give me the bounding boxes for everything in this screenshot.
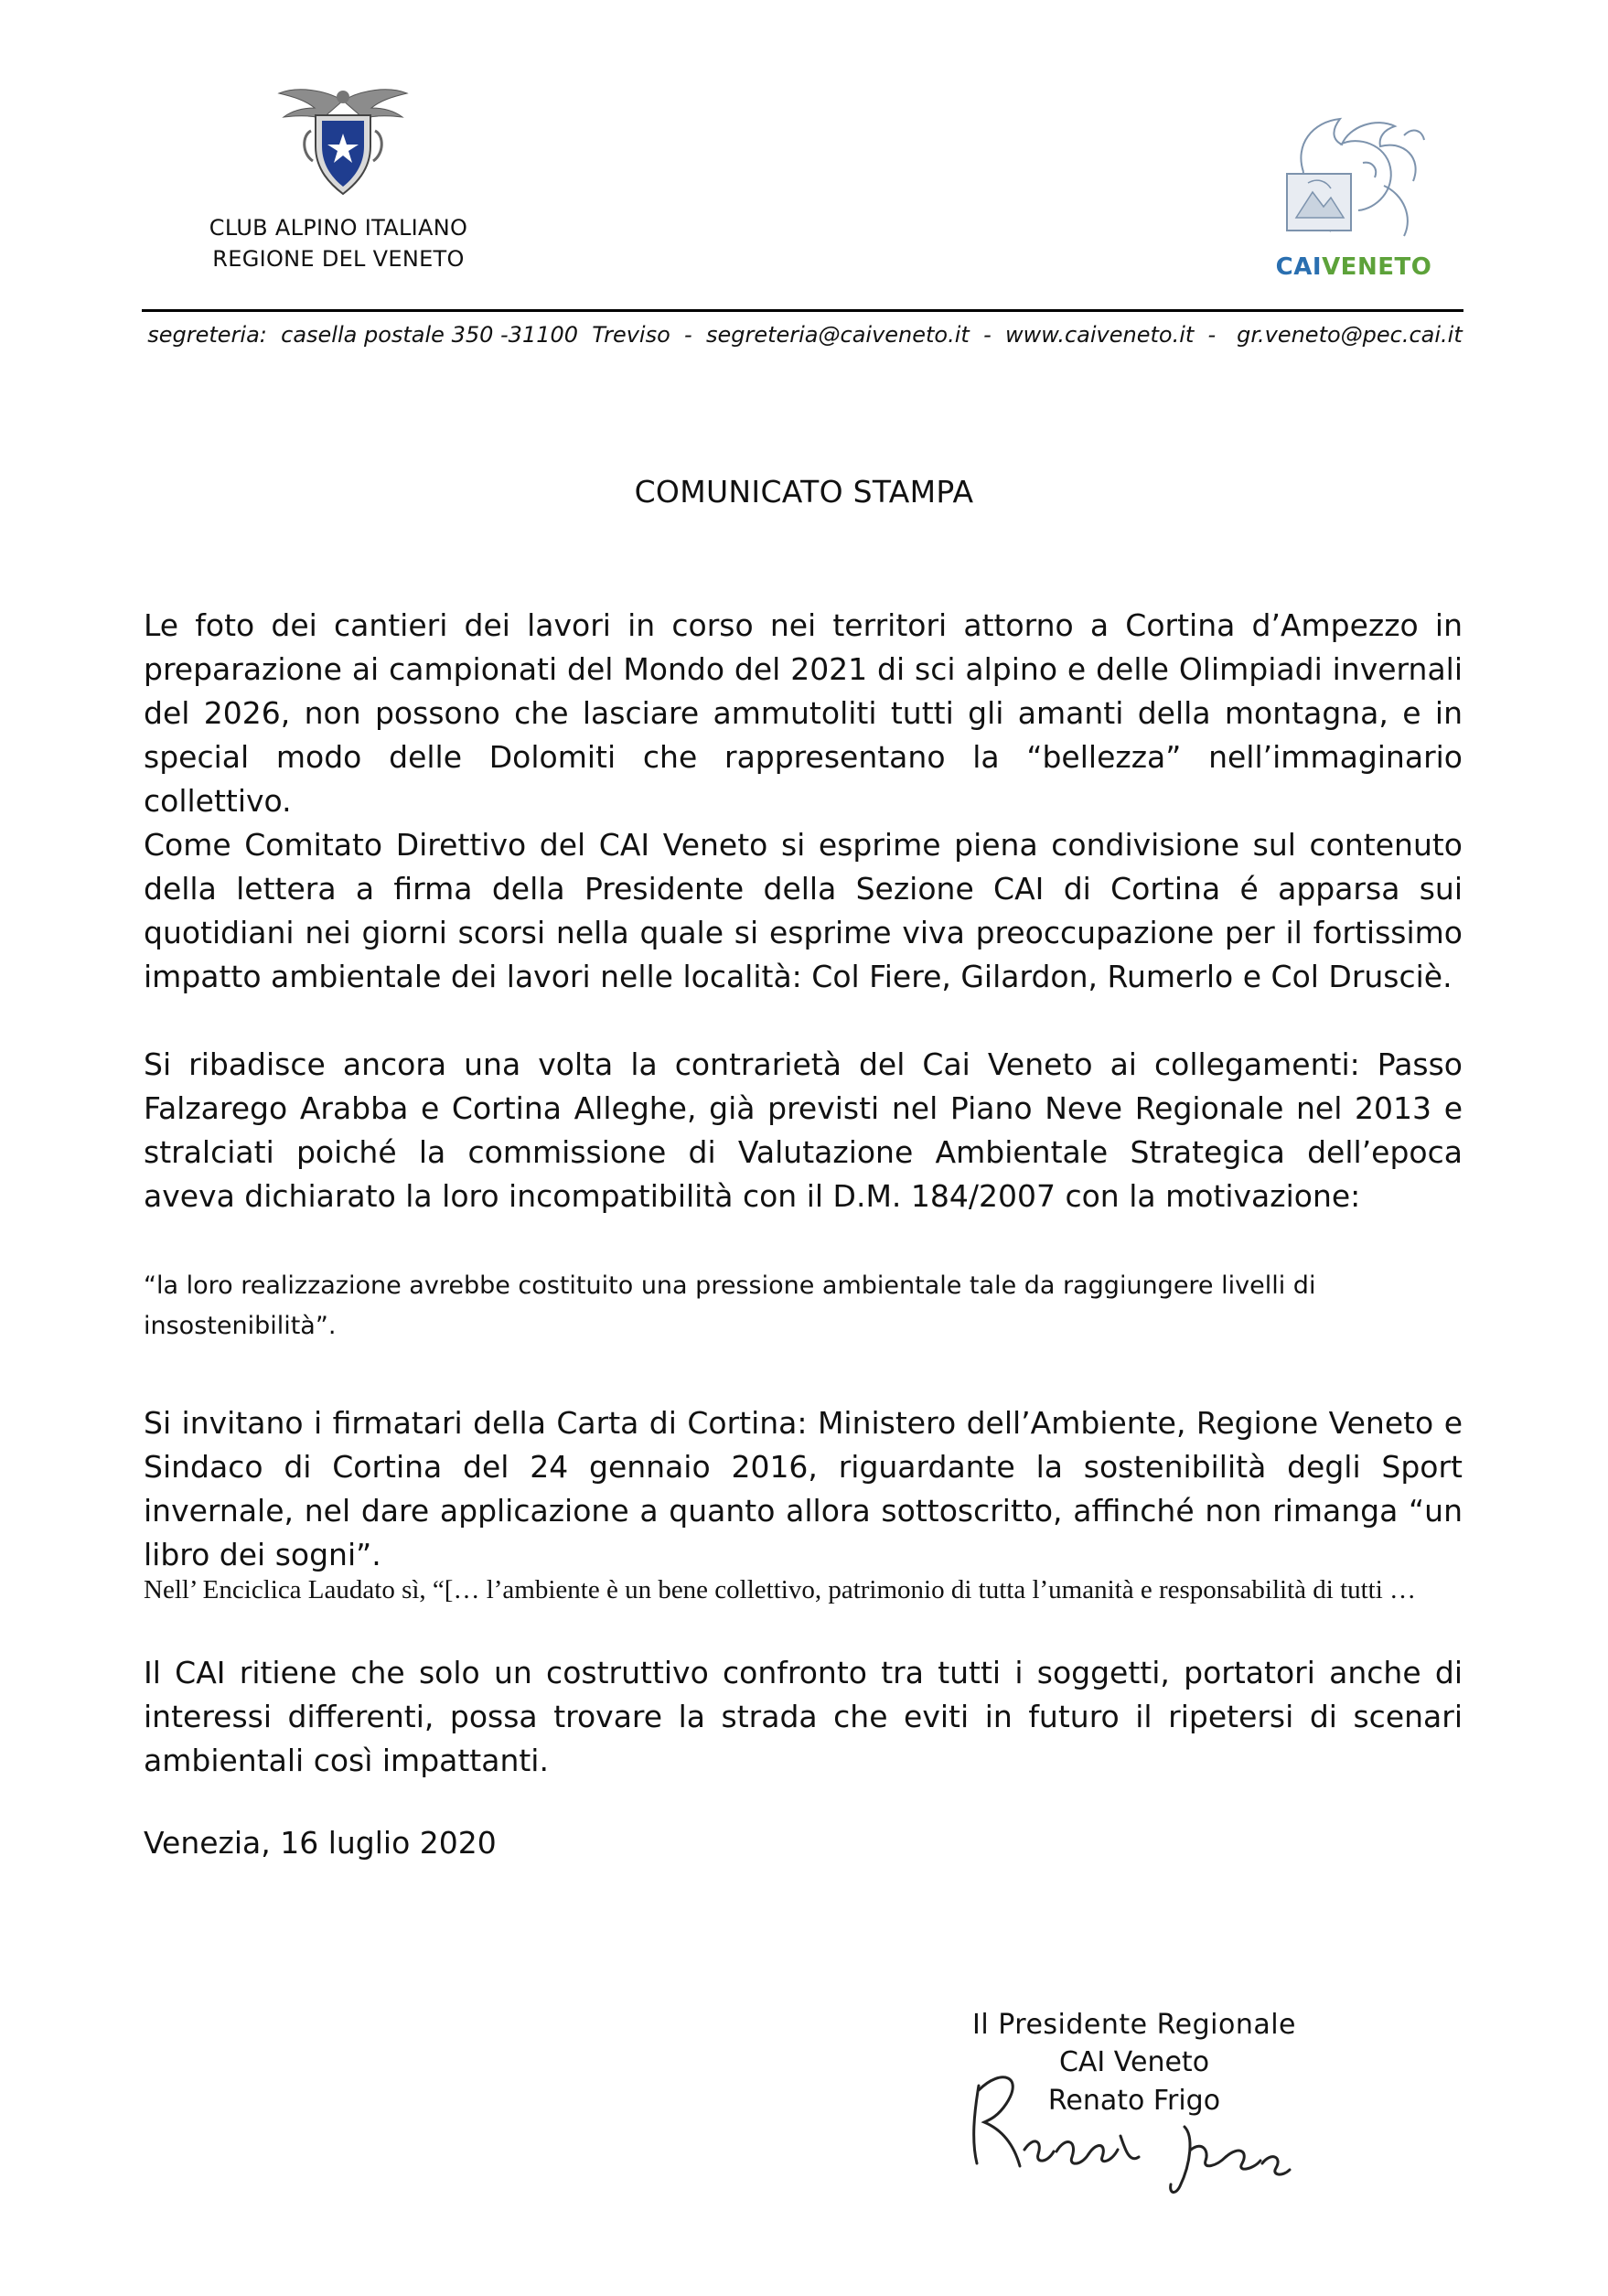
- paragraph-1: Le foto dei cantieri dei lavori in corso nei territori attorno a Cortina d’Ampezzo in preparazione ai campionati del Mondo del 2021 di sci alpino e delle Olimpiadi invernali del 2026, non possono che lasciare ammutoliti tutti gli amanti della montagna, e in special modo delle Dolomiti che rappresentano la “bellezza” nell’immaginario collettivo.: [144, 607, 1463, 819]
- document-title: COMUNICATO STAMPA: [634, 474, 974, 510]
- paragraph-3: Si ribadisce ancora una volta la contrarietà del Cai Veneto ai collegamenti: Passo Falzarego Arabba e Cortina Alleghe, già previsti nel Piano Neve Regionale nel 2013 e stralciati poiché la commissione di Valutazione Ambientale Strategica dell’epoca aveva dichiarato la loro incompatibilità con il D.M. 184/2007 con la motivazione:: [144, 1046, 1463, 1214]
- org-line-2: REGIONE DEL VENETO: [212, 246, 465, 272]
- signatory-name: Renato Frigo: [1047, 2085, 1221, 2117]
- place-date: Venezia, 16 luglio 2020: [144, 1825, 497, 1861]
- wordmark-cai: CAI: [1275, 253, 1323, 281]
- signatory-organization: CAI Veneto: [1058, 2046, 1210, 2078]
- cai-eagle-star-shield-icon: [274, 80, 412, 199]
- quoted-motivation: “la loro realizzazione avrebbe costituito una pressione ambientale tale da raggiungere livelli di insostenibilità”.: [144, 1271, 1316, 1340]
- organization-name: [183, 212, 494, 274]
- signatory-title: Il Presidente Regionale: [971, 2009, 1297, 2041]
- org-line-1: CLUB ALPINO ITALIANO: [209, 215, 468, 241]
- caiveneto-lion-logo-icon: [1276, 108, 1431, 245]
- header-divider: [142, 309, 1463, 312]
- paragraph-5: Il CAI ritiene che solo un costruttivo confronto tra tutti i soggetti, portatori anche di interessi differenti, possa trovare la strada che eviti in futuro il ripetersi di scenari ambientali così impattanti.: [144, 1655, 1463, 1778]
- encyclical-quote: Nell’ Enciclica Laudato sì, “[… l’ambiente è un bene collettivo, patrimonio di tutta l’umanità e responsabilità di tutti …: [144, 1575, 1417, 1604]
- wordmark-veneto: VENETO: [1322, 253, 1432, 281]
- caiveneto-wordmark: [1271, 253, 1436, 281]
- contact-info-line: segreteria: casella postale 350 -31100 Treviso - segreteria@caiveneto.it - www.caiveneto.it - gr.veneto@pec.cai.it: [147, 322, 1463, 348]
- paragraph-4: Si invitano i firmatari della Carta di Cortina: Ministero dell’Ambiente, Regione Veneto e Sindaco di Cortina del 24 gennaio 2016, riguardante la sostenibilità degli Sport invernale, nel dare applicazione a quanto allora sottoscritto, affinché non rimanga “un libro dei sogni”.: [144, 1405, 1463, 1572]
- paragraph-2: Come Comitato Direttivo del CAI Veneto si esprime piena condivisione sul contenuto della lettera a firma della Presidente della Sezione CAI di Cortina é apparsa sui quotidiani nei giorni scorsi nella quale si esprime viva preoccupazione per il fortissimo impatto ambientale dei lavori nelle località: Col Fiere, Gilardon, Rumerlo e Col Drusciè.: [144, 827, 1463, 994]
